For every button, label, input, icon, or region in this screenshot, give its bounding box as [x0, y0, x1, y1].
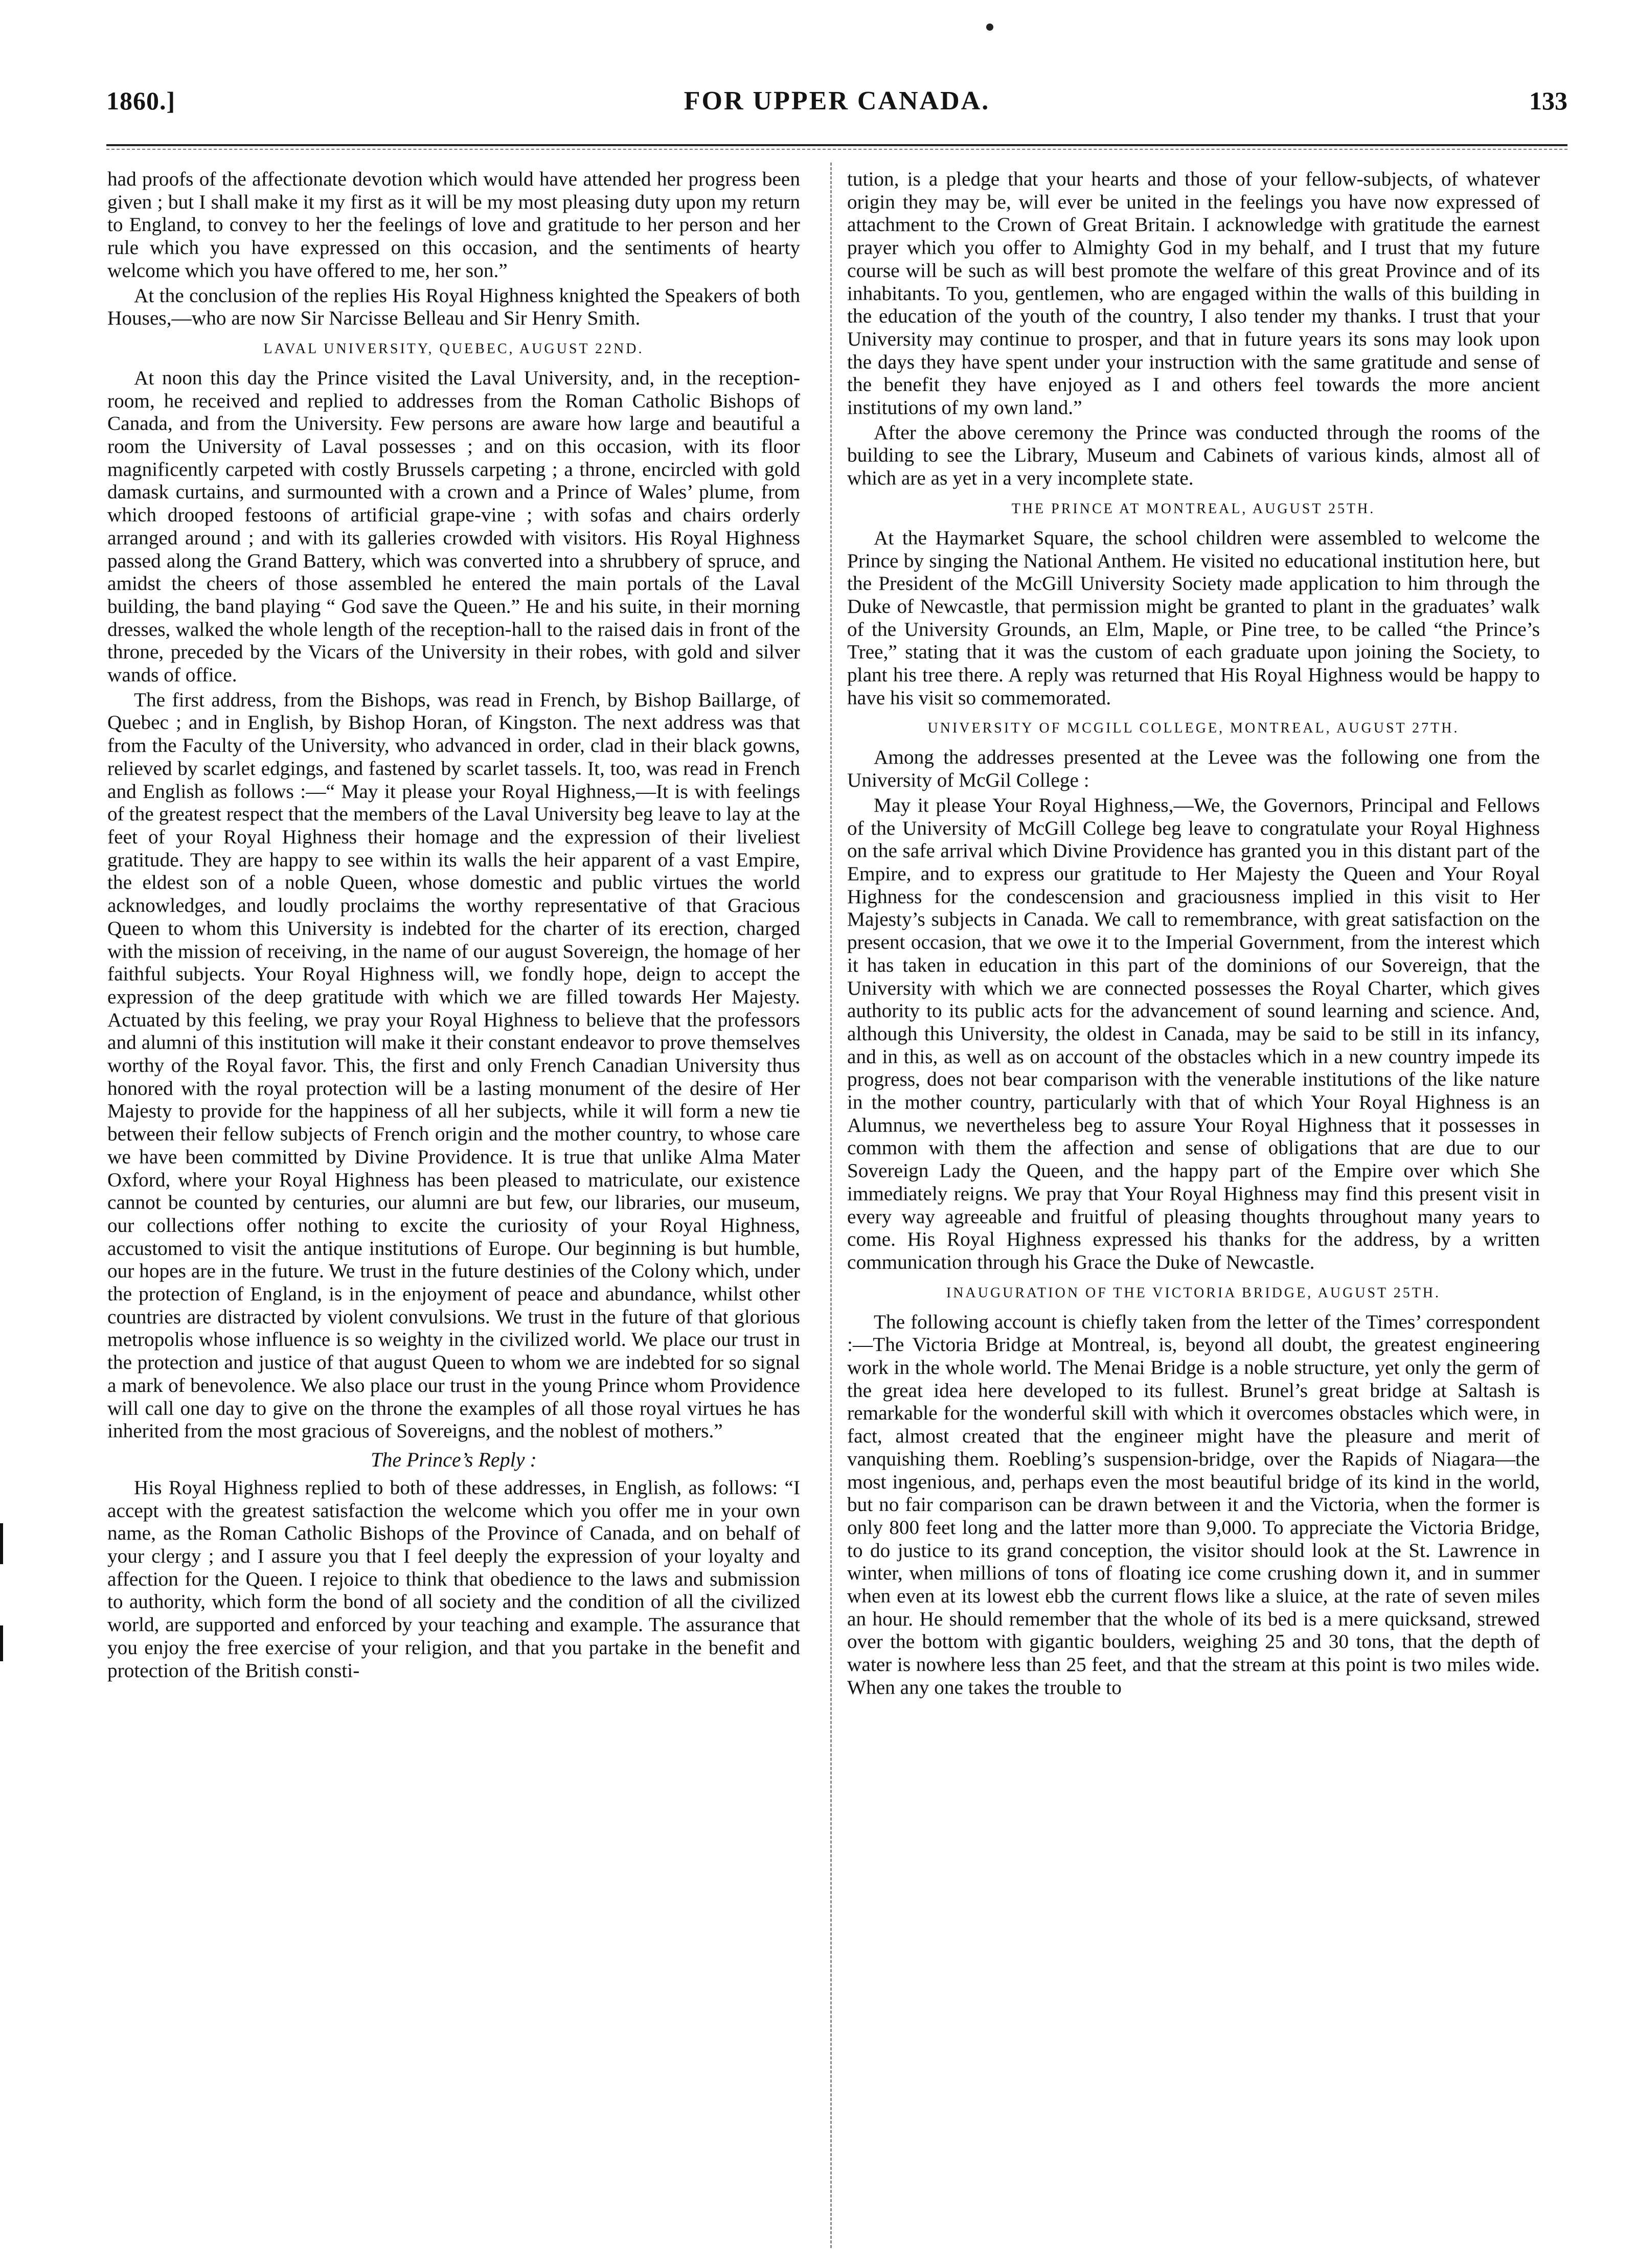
- paragraph: At the Haymarket Square, the school children were assembled to welcome the Prince by singing the National Anthem. He visited no educational institution here, but the President of the McGill University Society made application to him through the Duke of Newcastle, that permission might be granted to plant in the graduates’ walk of the University Grounds, an Elm, Maple, or Pine tree, to be called “the Prince’s Tree,” stating that it was the custom of each graduate upon joining the Society, to plant his tree there. A reply was returned that His Royal Highness would be happy to have his visit so commemorated.: [847, 526, 1540, 709]
- header-rule-dashed: [106, 149, 1567, 150]
- section-heading: UNIVERSITY OF MCGILL COLLEGE, MONTREAL, AUGUST 27TH.: [927, 720, 1460, 737]
- paragraph: His Royal Highness replied to both of these addresses, in English, as follows: “I accept with the greatest satisfaction the welcome which you offer me in your own name, as the Roman Catholic Bishops of the Province of Canada, and on behalf of your clergy ; and I assure you that I feel deeply the expression of your loyalty and affection for the Queen. I rejoice to think that obedience to the laws and submission to authority, which form the bond of all society and the condition of all the civilized world, are supported and enforced by your teaching and example. The assurance that you enjoy the free exercise of your religion, and that you partake in the benefit and protection of the British consti-: [107, 1476, 800, 1682]
- paragraph: The following account is chiefly taken from the letter of the Times’ correspondent :—The Victoria Bridge at Montreal, is, beyond all doubt, the greatest engineering work in the whole world. The Menai Bridge is a noble structure, yet only the germ of the great idea here developed to its fullest. Brunel’s great bridge at Saltash is remarkable for the wonderful skill with which it overcomes obstacles which were, in fact, almost created that the engineer might have the pleasure and merit of vanquishing them. Roebling’s suspension-bridge, over the Rapids of Niagara—the most ingenious, and, perhaps even the most beautiful bridge of its kind in the world, but no fair comparison can be drawn between it and the Victoria, when the former is only 800 feet long and the latter more than 9,000. To appreciate the Victoria Bridge, to do justice to its grand conception, the visitor should look at the St. Lawrence in winter, when millions of tons of floating ice come crushing down it, and in summer when even at its lowest ebb the current flows like a sluice, at the rate of seven miles an hour. He should remember that the whole of its bed is a mere quicksand, strewed over the bottom with gigantic boulders, weighing 25 and 30 tons, that the depth of water is nowhere less than 25 feet, and that the stream at this point is two miles wide. When any one takes the trouble to: [847, 1310, 1540, 1699]
- right-column: [847, 168, 1540, 1701]
- page-number: 133: [1529, 86, 1567, 115]
- paragraph: The first address, from the Bishops, was read in French, by Bishop Baillarge, of Quebec ; and in English, by Bishop Horan, of Kingston. The next address was that from the Faculty of the University, who advanced in order, clad in their black gowns, relieved by scarlet edgings, and fastened by scarlet tassels. It, too, was read in French and English as follows :—“ May it please your Royal Highness,—It is with feelings of the greatest respect that the members of the Laval University beg leave to lay at the feet of your Royal Highness their homage and the expression of their liveliest gratitude. They are happy to see within its walls the heir apparent of a vast Empire, the eldest son of a noble Queen, whose domestic and public virtues the world acknowledges, and loudly proclaims the worthy representative of that Gracious Queen to whom this University is indebted for the charter of its erection, charged with the mission of receiving, in the name of our august Sovereign, the homage of her faithful subjects. Your Royal Highness will, we fondly hope, deign to accept the expression of the deep gratitude with which we are filled towards Her Majesty. Actuated by this feeling, we pray your Royal Highness to believe that the professors and alumni of this institution will make it their constant endeavor to prove themselves worthy of the Royal favor. This, the first and only French Canadian University thus honored with the royal protection will be a lasting monument of the desire of Her Majesty to provide for the happiness of all her subjects, while it will form a new tie between their fellow subjects of French origin and the mother country, to whose care we have been committed by Divine Providence. It is true that unlike Alma Mater Oxford, where your Royal Highness has been pleased to matriculate, our existence cannot be counted by centuries, our alumni are but few, our libraries, our museum, our collections offer nothing to excite the curiosity of your Royal Highness, accustomed to visit the antique institutions of Europe. Our beginning is but humble, our hopes are in the future. We trust in the future destinies of the Colony which, under the protection of England, is in the enjoyment of peace and abundance, whilst other countries are distracted by violent convulsions. We trust in the future of that glorious metropolis whose influence is so weighty in the civilized world. We place our trust in the protection and justice of that august Queen to whom we are indebted for so signal a mark of benevolence. We also place our trust in the young Prince whom Providence will call one day to give on the throne the examples of all those royal virtues he has inherited from the most gracious of Sovereigns, and the noblest of mothers.”: [107, 688, 800, 1442]
- subheading: The Prince’s Reply :: [371, 1448, 537, 1471]
- section-heading: THE PRINCE AT MONTREAL, AUGUST 25TH.: [1011, 500, 1376, 517]
- header-title: FOR UPPER CANADA.: [684, 86, 990, 116]
- scan-edge-mark: [0, 1625, 3, 1661]
- header-date: 1860.]: [106, 86, 176, 115]
- paragraph: At noon this day the Prince visited the Laval University, and, in the reception-room, he received and replied to addresses from the Roman Catholic Bishops of Canada, and from the University. Few persons are aware how large and beautiful a room the University of Laval possesses ; and on this occasion, with its floor magnificently carpeted with costly Brussels carpeting ; a throne, encircled with gold damask curtains, and surmounted with a crown and a Prince of Wales’ plume, from which drooped festoons of artificial grape-vine ; with sofas and chairs orderly arranged around ; and with its galleries crowded with visitors. His Royal Highness passed along the Grand Battery, which was converted into a shrubbery of spruce, and amidst the cheers of those assembled he entered the main portals of the Laval building, the band playing “ God save the Queen.” He and his suite, in their morning dresses, walked the whole length of the reception-hall to the raised dais in front of the throne, preceded by the Vicars of the University in their robes, with gold and silver wands of office.: [107, 366, 800, 686]
- paragraph: tution, is a pledge that your hearts and those of your fellow-subjects, of whatever origin they may be, will ever be united in the feelings you have now expressed of attachment to the Crown of Great Britain. I acknowledge with gratitude the earnest prayer which you offer to Almighty God in my behalf, and I trust that my future course will be such as will best promote the welfare of this great Province and of its inhabitants. To you, gentlemen, who are engaged within the walls of this building in the education of the youth of the country, I also tender my thanks. I trust that your University may continue to prosper, and that in future years its sons may look upon the days they have spent under your instruction with the same gratitude and sense of the benefit they have enjoyed as I and others feel towards the more ancient institutions of my own land.”: [847, 168, 1540, 419]
- running-header: [106, 86, 1567, 142]
- paragraph: had proofs of the affectionate devotion which would have attended her progress been given ; but I shall make it my first as it will be my most pleasing duty upon my return to England, to convey to her the feelings of love and gratitude to her person and her rule which you have expressed on this occasion, and the sentiments of hearty welcome which you have offered to me, her son.”: [107, 168, 800, 282]
- scan-edge-mark: [0, 1523, 3, 1564]
- section-heading: INAUGURATION OF THE VICTORIA BRIDGE, AUGUST 25TH.: [946, 1285, 1441, 1301]
- paragraph: At the conclusion of the replies His Royal Highness knighted the Speakers of both Houses,—who are now Sir Narcisse Belleau and Sir Henry Smith.: [107, 284, 800, 330]
- left-column: [107, 168, 800, 1684]
- paragraph: After the above ceremony the Prince was conducted through the rooms of the building to see the Library, Museum and Cabinets of various kinds, almost all of which are as yet in a very incomplete state.: [847, 421, 1540, 490]
- paragraph: May it please Your Royal Highness,—We, the Governors, Principal and Fellows of the University of McGill College beg leave to congratulate your Royal Highness on the safe arrival which Divine Providence has granted you in this distant part of the Empire, and to express our gratitude to Her Majesty the Queen and Your Royal Highness for the condescension and graciousness implied in this visit to Her Majesty’s subjects in Canada. We call to remembrance, with great satisfaction on the present occasion, that we owe it to the Imperial Government, from the interest which it has taken in education in this part of the dominions of our Sovereign, that the University with which we are connected possesses the Royal Charter, which gives authority to its public acts for the advancement of sound learning and science. And, although this University, the oldest in Canada, may be said to be still in its infancy, and in this, as well as on account of the obstacles which in a new country impede its progress, does not bear comparison with the venerable institutions of the like nature in the mother country, particularly with that of which Your Royal Highness is an Alumnus, we nevertheless beg to assure Your Royal Highness that it possesses in common with them the affection and sense of obligations that are due to our Sovereign Lady the Queen, and the happy part of the Empire over which She immediately reigns. We pray that Your Royal Highness may find this present visit in every way agreeable and fruitful of pleasing thoughts throughout many years to come. His Royal Highness expressed his thanks for the address, by a written communication through his Grace the Duke of Newcastle.: [847, 793, 1540, 1273]
- paragraph: Among the addresses presented at the Levee was the following one from the University of McGil College :: [847, 746, 1540, 792]
- column-divider: [830, 163, 832, 2248]
- header-rule: [106, 144, 1567, 146]
- printer-dot: [986, 24, 993, 31]
- section-heading: LAVAL UNIVERSITY, QUEBEC, AUGUST 22ND.: [263, 340, 644, 357]
